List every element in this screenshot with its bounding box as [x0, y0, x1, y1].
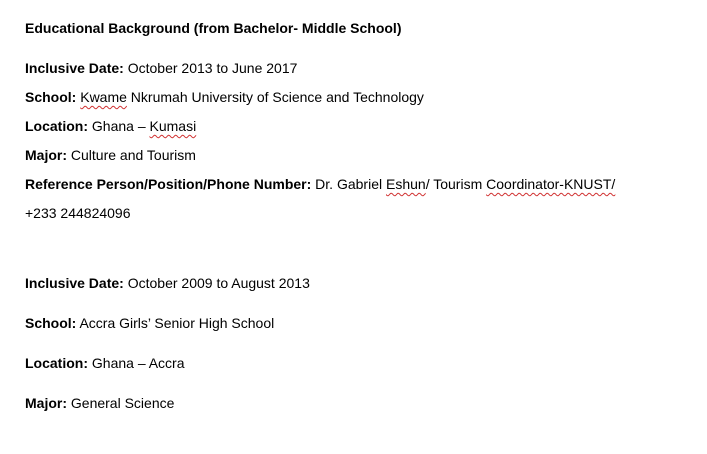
entry2-location-label: Location:	[25, 355, 88, 371]
entry1-reference-flagged-word2: Coordinator-KNUST/	[486, 176, 616, 192]
entry1-location-value: Ghana –	[88, 118, 150, 134]
entry1-major-label: Major:	[25, 147, 67, 163]
entry1-school	[25, 88, 424, 106]
section-heading: Educational Background (from Bachelor- Middle School)	[25, 20, 402, 36]
entry2-major-label: Major:	[25, 395, 67, 411]
entry1-reference-value1: Dr. Gabriel	[311, 176, 386, 192]
entry1-date-value: October 2013 to June 2017	[123, 60, 298, 76]
entry1-location-flagged-word: Kumasi	[149, 118, 197, 134]
entry1-major-value: Culture and Tourism	[67, 147, 196, 163]
entry1-reference-label: Reference Person/Position/Phone Number:	[25, 176, 312, 192]
entry1-school-label: School:	[25, 89, 77, 105]
entry1-location-label: Location:	[25, 118, 88, 134]
entry2-date-value: October 2009 to August 2013	[123, 275, 310, 291]
entry1-major	[25, 146, 196, 164]
entry2-date-label: Inclusive Date:	[25, 275, 124, 291]
entry2-location-value: Ghana – Accra	[88, 355, 185, 371]
entry2-school	[25, 314, 274, 332]
entry1-reference	[25, 175, 615, 193]
entry2-location	[25, 354, 185, 372]
entry1-school-value: Nkrumah University of Science and Technology	[126, 89, 424, 105]
entry1-location	[25, 117, 196, 135]
entry2-major	[25, 394, 174, 412]
entry1-reference-flagged-word1: Eshun	[386, 176, 426, 192]
entry2-school-label: School:	[25, 315, 77, 331]
entry1-reference-value2: / Tourism	[425, 176, 487, 192]
entry1-inclusive-date	[25, 59, 297, 77]
entry2-inclusive-date	[25, 274, 310, 292]
entry1-date-label: Inclusive Date:	[25, 60, 124, 76]
entry1-reference-phone: +233 244824096	[25, 205, 131, 221]
entry2-major-value: General Science	[67, 395, 175, 411]
entry2-school-value: Accra Girls’ Senior High School	[76, 315, 275, 331]
entry1-school-flagged-word: Kwame	[80, 89, 127, 105]
